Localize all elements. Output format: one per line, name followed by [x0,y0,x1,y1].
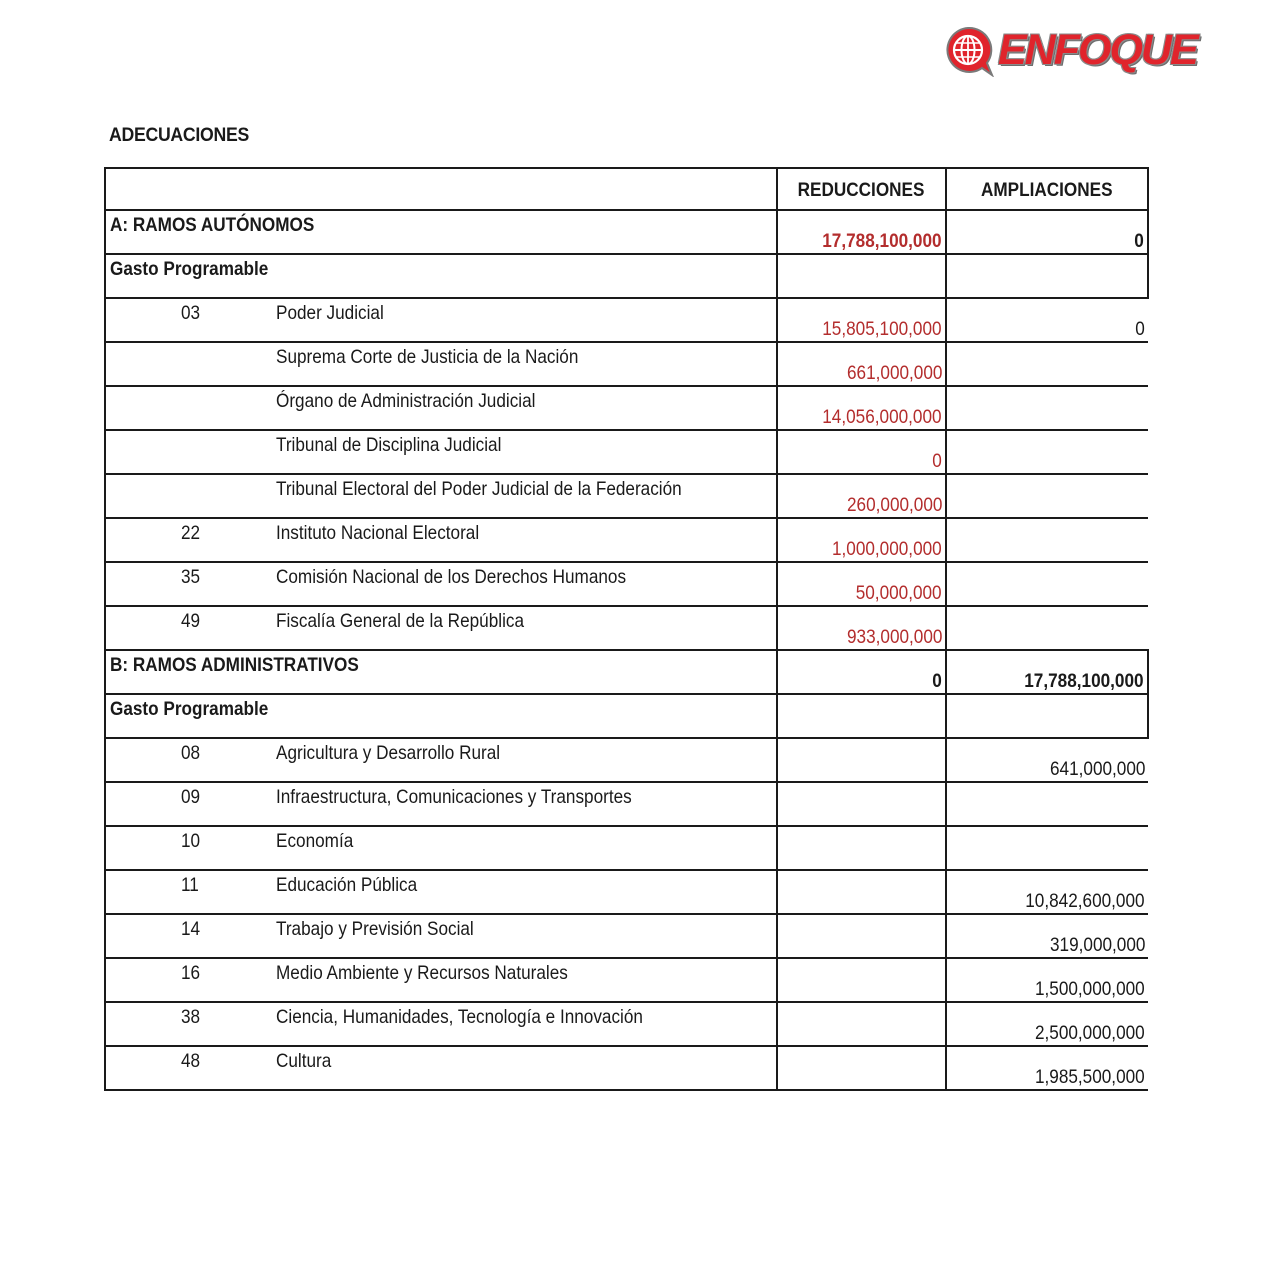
section-b-reductions: 0 [777,650,946,694]
expansions-value [946,518,1148,562]
section-a-row [105,210,1148,254]
reductions-value: 14,056,000,000 [777,386,946,430]
reductions-value: 1,000,000,000 [777,518,946,562]
table-row [105,430,1148,474]
header-expansions: AMPLIACIONES [946,168,1148,210]
reductions-value: 15,805,100,000 [777,298,946,342]
expansions-value: 0 [946,298,1148,342]
ramo-code: 10 [105,826,275,870]
empty-cell [946,254,1148,298]
reductions-value [777,914,946,958]
expansions-value [946,562,1148,606]
logo-wordmark: ENFOQUE [998,26,1197,74]
expansions-value [946,430,1148,474]
ramo-name: Instituto Nacional Electoral [275,518,777,562]
ramo-name: Suprema Corte de Justicia de la Nación [275,342,777,386]
ramo-code [105,342,275,386]
expansions-value [946,782,1148,826]
ramo-name: Poder Judicial [275,298,777,342]
expansions-value: 2,500,000,000 [946,1002,1148,1046]
empty-cell [946,694,1148,738]
table-header-row [105,168,1148,210]
table-row [105,1002,1148,1046]
expansions-value: 641,000,000 [946,738,1148,782]
expansions-value: 319,000,000 [946,914,1148,958]
table-row [105,870,1148,914]
ramo-code: 11 [105,870,275,914]
ramo-name: Cultura [275,1046,777,1090]
table-row [105,738,1148,782]
table-row [105,782,1148,826]
section-b-subsection-label: Gasto Programable [105,694,777,738]
empty-cell [777,694,946,738]
ramo-code: 48 [105,1046,275,1090]
ramo-name: Trabajo y Previsión Social [275,914,777,958]
section-a-expansions: 0 [946,210,1148,254]
reductions-value [777,826,946,870]
ramo-code: 09 [105,782,275,826]
section-a-subsection-row [105,254,1148,298]
reductions-value: 260,000,000 [777,474,946,518]
ramo-name: Tribunal Electoral del Poder Judicial de la Federación [275,474,777,518]
enfoque-logo [942,22,1222,78]
table-row [105,562,1148,606]
ramo-code: 35 [105,562,275,606]
reductions-value: 933,000,000 [777,606,946,650]
ramo-code: 22 [105,518,275,562]
section-b-label: B: RAMOS ADMINISTRATIVOS [105,650,777,694]
ramo-code: 49 [105,606,275,650]
table-row [105,342,1148,386]
expansions-value [946,606,1148,650]
ramo-name: Comisión Nacional de los Derechos Humanos [275,562,777,606]
section-b-row [105,650,1148,694]
reductions-value [777,1046,946,1090]
section-b-subsection-row [105,694,1148,738]
table-row [105,914,1148,958]
header-reductions: REDUCCIONES [777,168,946,210]
expansions-value: 1,500,000,000 [946,958,1148,1002]
reductions-value [777,782,946,826]
reductions-value [777,870,946,914]
globe-speech-bubble-icon [942,25,994,77]
section-b-expansions: 17,788,100,000 [946,650,1148,694]
reductions-value: 661,000,000 [777,342,946,386]
ramo-code: 08 [105,738,275,782]
document-title: ADECUACIONES [109,125,249,146]
section-a-reductions: 17,788,100,000 [777,210,946,254]
ramo-code: 14 [105,914,275,958]
header-blank-cell [105,168,777,210]
ramo-code [105,430,275,474]
table-row [105,1046,1148,1090]
table-row [105,474,1148,518]
ramo-name: Órgano de Administración Judicial [275,386,777,430]
expansions-value [946,826,1148,870]
expansions-value [946,474,1148,518]
ramo-name: Infraestructura, Comunicaciones y Transportes [275,782,777,826]
table-row [105,958,1148,1002]
ramo-name: Educación Pública [275,870,777,914]
reductions-value [777,1002,946,1046]
ramo-code [105,474,275,518]
table-row [105,518,1148,562]
ramo-code [105,386,275,430]
ramo-name: Agricultura y Desarrollo Rural [275,738,777,782]
ramo-name: Economía [275,826,777,870]
expansions-value: 10,842,600,000 [946,870,1148,914]
ramo-name: Medio Ambiente y Recursos Naturales [275,958,777,1002]
table-row [105,298,1148,342]
ramo-name: Fiscalía General de la República [275,606,777,650]
reductions-value: 0 [777,430,946,474]
expansions-value [946,342,1148,386]
ramo-code: 16 [105,958,275,1002]
table-row [105,606,1148,650]
expansions-value: 1,985,500,000 [946,1046,1148,1090]
table-row [105,826,1148,870]
ramo-code: 03 [105,298,275,342]
section-a-label: A: RAMOS AUTÓNOMOS [105,210,777,254]
reductions-value [777,958,946,1002]
budget-adjustments-table [104,167,1149,1091]
ramo-name: Ciencia, Humanidades, Tecnología e Innovación [275,1002,777,1046]
reductions-value [777,738,946,782]
ramo-code: 38 [105,1002,275,1046]
empty-cell [777,254,946,298]
section-a-subsection-label: Gasto Programable [105,254,777,298]
table-row [105,386,1148,430]
expansions-value [946,386,1148,430]
reductions-value: 50,000,000 [777,562,946,606]
ramo-name: Tribunal de Disciplina Judicial [275,430,777,474]
